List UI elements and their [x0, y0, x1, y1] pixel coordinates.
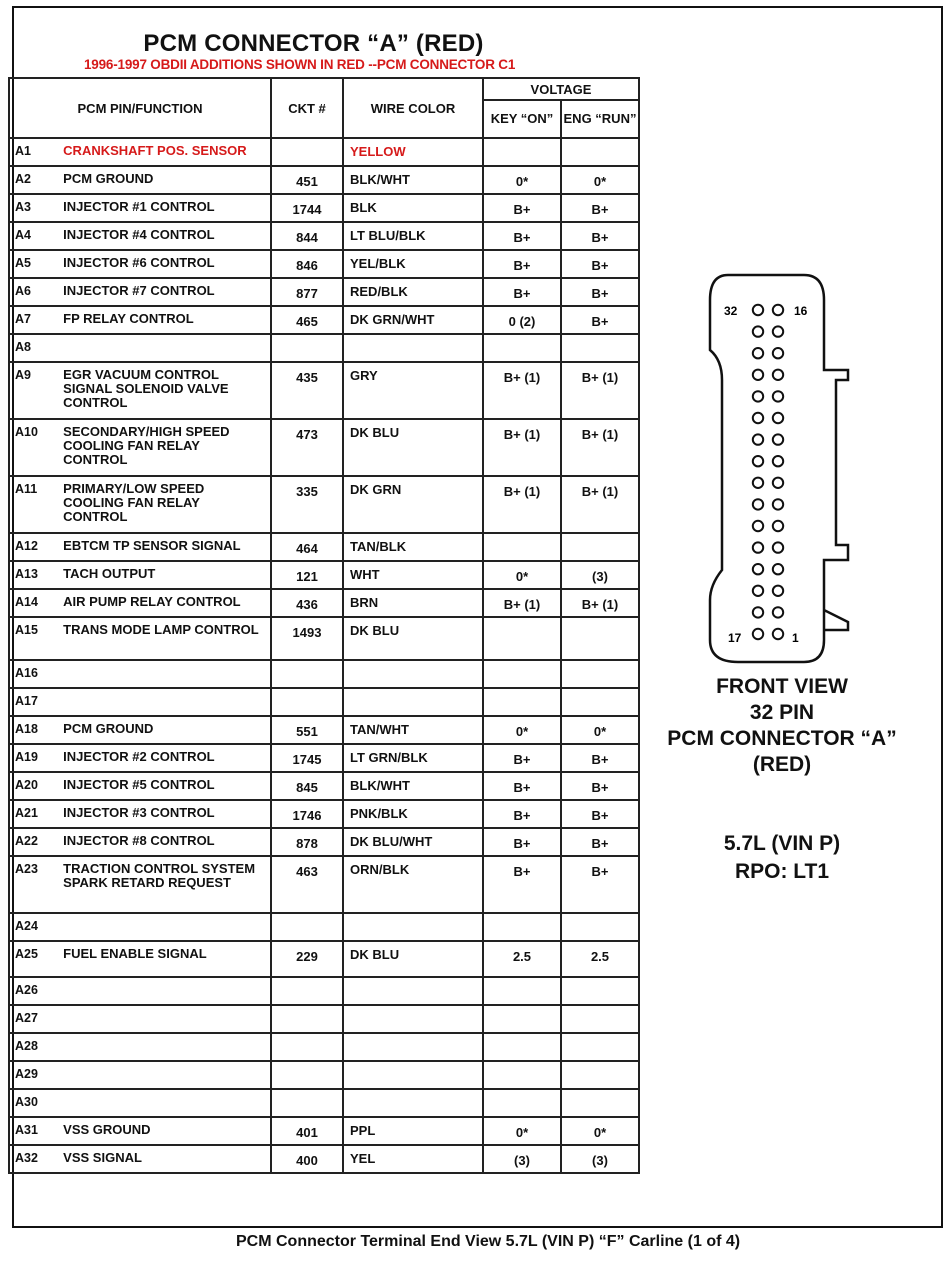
- ckt-cell: 463: [271, 856, 343, 913]
- key-on-cell: B+ (1): [483, 362, 561, 419]
- ckt-cell: 229: [271, 941, 343, 977]
- pin-label-17: 17: [728, 631, 742, 645]
- key-on-cell: B+: [483, 194, 561, 222]
- key-on-cell: 2.5: [483, 941, 561, 977]
- pin-hole: [753, 586, 763, 596]
- pin-cell: A19: [9, 744, 57, 772]
- table-row: [9, 716, 639, 744]
- pin-cell: A4: [9, 222, 57, 250]
- engine-line-1: 5.7L (VIN P): [723, 832, 841, 855]
- eng-run-cell: [561, 1089, 639, 1117]
- ckt-cell: 465: [271, 306, 343, 334]
- pin-hole: [773, 564, 783, 574]
- table-row: [9, 589, 639, 617]
- key-on-cell: [483, 688, 561, 716]
- ckt-cell: [271, 1005, 343, 1033]
- eng-run-cell: [561, 138, 639, 166]
- header-ckt: CKT #: [271, 78, 343, 138]
- wire-color-cell: BLK/WHT: [343, 166, 483, 194]
- wire-color-cell: [343, 1005, 483, 1033]
- wire-color-cell: LT BLU/BLK: [343, 222, 483, 250]
- function-cell: INJECTOR #4 CONTROL: [57, 222, 271, 250]
- ckt-cell: 846: [271, 250, 343, 278]
- wire-color-cell: PPL: [343, 1117, 483, 1145]
- table-row: [9, 362, 639, 419]
- function-cell: INJECTOR #2 CONTROL: [57, 744, 271, 772]
- engine-caption: [627, 830, 937, 886]
- function-cell: [57, 660, 271, 688]
- front-view-line-2: 32 PIN: [749, 701, 815, 724]
- function-cell: INJECTOR #8 CONTROL: [57, 828, 271, 856]
- pin-hole: [753, 478, 763, 488]
- function-cell: [57, 1061, 271, 1089]
- function-cell: PRIMARY/LOW SPEED COOLING FAN RELAY CONTROL: [57, 476, 271, 533]
- ckt-cell: [271, 138, 343, 166]
- eng-run-cell: 0*: [561, 716, 639, 744]
- wire-color-cell: [343, 660, 483, 688]
- header-eng-run: ENG “RUN”: [561, 100, 639, 138]
- ckt-cell: [271, 660, 343, 688]
- ckt-cell: [271, 1033, 343, 1061]
- header-key-on: KEY “ON”: [483, 100, 561, 138]
- table-row: [9, 617, 639, 660]
- ckt-cell: 1746: [271, 800, 343, 828]
- key-on-cell: B+: [483, 222, 561, 250]
- pin-hole: [773, 542, 783, 552]
- pin-hole: [753, 413, 763, 423]
- function-cell: CRANKSHAFT POS. SENSOR: [57, 138, 271, 166]
- key-on-cell: [483, 1061, 561, 1089]
- table-row: [9, 800, 639, 828]
- function-cell: EBTCM TP SENSOR SIGNAL: [57, 533, 271, 561]
- key-on-cell: B+: [483, 744, 561, 772]
- key-on-cell: 0 (2): [483, 306, 561, 334]
- eng-run-cell: B+: [561, 828, 639, 856]
- ckt-cell: 121: [271, 561, 343, 589]
- wire-color-cell: DK GRN: [343, 476, 483, 533]
- pin-hole: [753, 391, 763, 401]
- eng-run-cell: B+: [561, 772, 639, 800]
- key-on-cell: B+ (1): [483, 419, 561, 476]
- pin-hole: [773, 434, 783, 444]
- pin-label-16: 16: [794, 304, 808, 318]
- pin-hole: [753, 370, 763, 380]
- pin-label-32: 32: [724, 304, 738, 318]
- key-on-cell: B+ (1): [483, 589, 561, 617]
- function-cell: [57, 977, 271, 1005]
- pin-hole: [773, 629, 783, 639]
- pin-hole: [753, 499, 763, 509]
- pin-hole: [773, 521, 783, 531]
- pin-cell: A29: [9, 1061, 57, 1089]
- pin-cell: A18: [9, 716, 57, 744]
- wire-color-cell: [343, 1089, 483, 1117]
- table-row: [9, 250, 639, 278]
- eng-run-cell: B+ (1): [561, 476, 639, 533]
- key-on-cell: (3): [483, 1145, 561, 1173]
- key-on-cell: [483, 617, 561, 660]
- pin-cell: A32: [9, 1145, 57, 1173]
- pin-hole: [773, 456, 783, 466]
- eng-run-cell: 0*: [561, 1117, 639, 1145]
- eng-run-cell: B+: [561, 278, 639, 306]
- pin-cell: A31: [9, 1117, 57, 1145]
- key-on-cell: B+: [483, 828, 561, 856]
- table-row: [9, 1033, 639, 1061]
- function-cell: [57, 913, 271, 941]
- wire-color-cell: [343, 1033, 483, 1061]
- header-voltage: VOLTAGE: [483, 78, 639, 100]
- table-row: [9, 856, 639, 913]
- obd-additions-note: 1996-1997 OBDII ADDITIONS SHOWN IN RED --PCM CONNECTOR C1: [84, 57, 516, 72]
- key-on-cell: 0*: [483, 1117, 561, 1145]
- ckt-cell: [271, 1061, 343, 1089]
- table-row: [9, 138, 639, 166]
- function-cell: SECONDARY/HIGH SPEED COOLING FAN RELAY CONTROL: [57, 419, 271, 476]
- ckt-cell: 1744: [271, 194, 343, 222]
- front-view-caption: [627, 674, 937, 778]
- pin-cell: A21: [9, 800, 57, 828]
- function-cell: EGR VACUUM CONTROL SIGNAL SOLENOID VALVE CONTROL: [57, 362, 271, 419]
- table-row: [9, 306, 639, 334]
- wire-color-cell: TAN/BLK: [343, 533, 483, 561]
- table-row: [9, 166, 639, 194]
- wire-color-cell: RED/BLK: [343, 278, 483, 306]
- table-row: [9, 476, 639, 533]
- eng-run-cell: B+: [561, 744, 639, 772]
- ckt-cell: [271, 334, 343, 362]
- function-cell: AIR PUMP RELAY CONTROL: [57, 589, 271, 617]
- wire-color-cell: DK BLU: [343, 941, 483, 977]
- wire-color-cell: YELLOW: [343, 138, 483, 166]
- function-cell: TRACTION CONTROL SYSTEM SPARK RETARD REQUEST: [57, 856, 271, 913]
- ckt-cell: 464: [271, 533, 343, 561]
- eng-run-cell: B+: [561, 194, 639, 222]
- function-cell: [57, 1033, 271, 1061]
- ckt-cell: 551: [271, 716, 343, 744]
- ckt-cell: 401: [271, 1117, 343, 1145]
- wire-color-cell: WHT: [343, 561, 483, 589]
- ckt-cell: [271, 977, 343, 1005]
- ckt-cell: [271, 1089, 343, 1117]
- function-cell: TACH OUTPUT: [57, 561, 271, 589]
- eng-run-cell: B+: [561, 856, 639, 913]
- header-wire-color: WIRE COLOR: [343, 78, 483, 138]
- pin-cell: A5: [9, 250, 57, 278]
- table-row: [9, 419, 639, 476]
- table-row: [9, 533, 639, 561]
- pin-hole: [773, 499, 783, 509]
- front-view-line-3: PCM CONNECTOR “A”: [667, 727, 897, 750]
- pin-cell: A14: [9, 589, 57, 617]
- function-cell: INJECTOR #1 CONTROL: [57, 194, 271, 222]
- wire-color-cell: BRN: [343, 589, 483, 617]
- table-row: [9, 1061, 639, 1089]
- table-row: [9, 977, 639, 1005]
- pin-hole: [753, 434, 763, 444]
- wire-color-cell: [343, 688, 483, 716]
- wire-color-cell: TAN/WHT: [343, 716, 483, 744]
- pin-cell: A22: [9, 828, 57, 856]
- ckt-cell: 435: [271, 362, 343, 419]
- key-on-cell: B+: [483, 772, 561, 800]
- eng-run-cell: B+ (1): [561, 419, 639, 476]
- ckt-cell: 400: [271, 1145, 343, 1173]
- table-row: [9, 941, 639, 977]
- pin-cell: A28: [9, 1033, 57, 1061]
- function-cell: VSS GROUND: [57, 1117, 271, 1145]
- key-on-cell: [483, 913, 561, 941]
- function-cell: TRANS MODE LAMP CONTROL: [57, 617, 271, 660]
- pin-hole: [773, 607, 783, 617]
- pin-hole: [753, 521, 763, 531]
- pin-hole: [773, 478, 783, 488]
- pin-hole: [753, 326, 763, 336]
- wire-color-cell: YEL: [343, 1145, 483, 1173]
- key-on-cell: [483, 1005, 561, 1033]
- wire-color-cell: [343, 1061, 483, 1089]
- wire-color-cell: ORN/BLK: [343, 856, 483, 913]
- wire-color-cell: DK BLU: [343, 617, 483, 660]
- pin-hole: [773, 586, 783, 596]
- eng-run-cell: B+ (1): [561, 589, 639, 617]
- pin-cell: A25: [9, 941, 57, 977]
- function-cell: [57, 1005, 271, 1033]
- eng-run-cell: [561, 617, 639, 660]
- wire-color-cell: [343, 913, 483, 941]
- wire-color-cell: DK GRN/WHT: [343, 306, 483, 334]
- pin-label-1: 1: [792, 631, 799, 645]
- eng-run-cell: 2.5: [561, 941, 639, 977]
- wire-color-cell: YEL/BLK: [343, 250, 483, 278]
- page-footer: PCM Connector Terminal End View 5.7L (VIN P) “F” Carline (1 of 4): [236, 1233, 741, 1250]
- function-cell: [57, 688, 271, 716]
- table-row: [9, 913, 639, 941]
- pin-cell: A24: [9, 913, 57, 941]
- connector-outline: [710, 275, 848, 662]
- function-cell: [57, 1089, 271, 1117]
- wire-color-cell: DK BLU: [343, 419, 483, 476]
- wire-color-cell: [343, 334, 483, 362]
- pin-hole: [773, 305, 783, 315]
- pin-hole: [773, 348, 783, 358]
- eng-run-cell: [561, 977, 639, 1005]
- function-cell: [57, 334, 271, 362]
- ckt-cell: [271, 913, 343, 941]
- pin-hole: [753, 607, 763, 617]
- page-title: PCM CONNECTOR “A” (RED): [143, 30, 484, 57]
- table-row: [9, 1117, 639, 1145]
- table-row: [9, 744, 639, 772]
- pin-cell: A10: [9, 419, 57, 476]
- eng-run-cell: [561, 913, 639, 941]
- table-row: [9, 828, 639, 856]
- table-row: [9, 660, 639, 688]
- pin-hole: [753, 542, 763, 552]
- key-on-cell: [483, 1033, 561, 1061]
- pin-cell: A16: [9, 660, 57, 688]
- eng-run-cell: [561, 334, 639, 362]
- wire-color-cell: BLK: [343, 194, 483, 222]
- ckt-cell: 878: [271, 828, 343, 856]
- eng-run-cell: B+: [561, 250, 639, 278]
- wire-color-cell: DK BLU/WHT: [343, 828, 483, 856]
- pin-cell: A6: [9, 278, 57, 306]
- engine-line-2: RPO: LT1: [734, 860, 830, 883]
- pin-cell: A17: [9, 688, 57, 716]
- key-on-cell: 0*: [483, 166, 561, 194]
- key-on-cell: [483, 334, 561, 362]
- pin-cell: A23: [9, 856, 57, 913]
- table-row: [9, 561, 639, 589]
- table-row: [9, 1005, 639, 1033]
- key-on-cell: 0*: [483, 561, 561, 589]
- ckt-cell: 844: [271, 222, 343, 250]
- table-row: [9, 772, 639, 800]
- key-on-cell: [483, 977, 561, 1005]
- pin-hole: [753, 348, 763, 358]
- eng-run-cell: B+: [561, 800, 639, 828]
- function-cell: VSS SIGNAL: [57, 1145, 271, 1173]
- key-on-cell: B+ (1): [483, 476, 561, 533]
- pin-cell: A1: [9, 138, 57, 166]
- key-on-cell: [483, 660, 561, 688]
- pin-cell: A8: [9, 334, 57, 362]
- function-cell: PCM GROUND: [57, 716, 271, 744]
- function-cell: INJECTOR #6 CONTROL: [57, 250, 271, 278]
- ckt-cell: 335: [271, 476, 343, 533]
- ckt-cell: 436: [271, 589, 343, 617]
- table-row: [9, 334, 639, 362]
- connector-diagram: [698, 270, 858, 670]
- pin-hole: [753, 305, 763, 315]
- pin-cell: A11: [9, 476, 57, 533]
- ckt-cell: [271, 688, 343, 716]
- pin-cell: A20: [9, 772, 57, 800]
- wire-color-cell: LT GRN/BLK: [343, 744, 483, 772]
- table-row: [9, 1145, 639, 1173]
- front-view-line-1: FRONT VIEW: [716, 675, 848, 698]
- function-cell: INJECTOR #3 CONTROL: [57, 800, 271, 828]
- function-cell: INJECTOR #7 CONTROL: [57, 278, 271, 306]
- eng-run-cell: B+: [561, 222, 639, 250]
- pin-hole: [773, 326, 783, 336]
- pin-cell: A2: [9, 166, 57, 194]
- wire-color-cell: GRY: [343, 362, 483, 419]
- key-on-cell: B+: [483, 800, 561, 828]
- pin-cell: A26: [9, 977, 57, 1005]
- key-on-cell: B+: [483, 278, 561, 306]
- pin-cell: A7: [9, 306, 57, 334]
- wire-color-cell: [343, 977, 483, 1005]
- table-row: [9, 1089, 639, 1117]
- ckt-cell: 1493: [271, 617, 343, 660]
- table-row: [9, 688, 639, 716]
- table-row: [9, 194, 639, 222]
- function-cell: INJECTOR #5 CONTROL: [57, 772, 271, 800]
- key-on-cell: 0*: [483, 716, 561, 744]
- header-pin-function: PCM PIN/FUNCTION: [9, 78, 271, 138]
- eng-run-cell: [561, 533, 639, 561]
- front-view-line-4: (RED): [752, 753, 812, 776]
- pin-cell: A12: [9, 533, 57, 561]
- pin-cell: A15: [9, 617, 57, 660]
- key-on-cell: [483, 1089, 561, 1117]
- eng-run-cell: 0*: [561, 166, 639, 194]
- key-on-cell: [483, 138, 561, 166]
- table-row: [9, 278, 639, 306]
- ckt-cell: 845: [271, 772, 343, 800]
- pin-table: [8, 77, 640, 1174]
- pin-hole: [773, 391, 783, 401]
- function-cell: FUEL ENABLE SIGNAL: [57, 941, 271, 977]
- eng-run-cell: [561, 1033, 639, 1061]
- wire-color-cell: BLK/WHT: [343, 772, 483, 800]
- eng-run-cell: [561, 1005, 639, 1033]
- pin-hole: [753, 629, 763, 639]
- key-on-cell: B+: [483, 856, 561, 913]
- wire-color-cell: PNK/BLK: [343, 800, 483, 828]
- pin-cell: A13: [9, 561, 57, 589]
- pin-hole: [753, 456, 763, 466]
- function-cell: FP RELAY CONTROL: [57, 306, 271, 334]
- key-on-cell: [483, 533, 561, 561]
- table-row: [9, 222, 639, 250]
- ckt-cell: 451: [271, 166, 343, 194]
- function-cell: PCM GROUND: [57, 166, 271, 194]
- eng-run-cell: (3): [561, 1145, 639, 1173]
- ckt-cell: 877: [271, 278, 343, 306]
- ckt-cell: 473: [271, 419, 343, 476]
- pin-hole: [753, 564, 763, 574]
- pin-hole: [773, 413, 783, 423]
- pin-cell: A27: [9, 1005, 57, 1033]
- eng-run-cell: (3): [561, 561, 639, 589]
- pin-cell: A9: [9, 362, 57, 419]
- eng-run-cell: [561, 1061, 639, 1089]
- eng-run-cell: B+ (1): [561, 362, 639, 419]
- pin-cell: A3: [9, 194, 57, 222]
- eng-run-cell: B+: [561, 306, 639, 334]
- pin-cell: A30: [9, 1089, 57, 1117]
- pin-hole: [773, 370, 783, 380]
- ckt-cell: 1745: [271, 744, 343, 772]
- key-on-cell: B+: [483, 250, 561, 278]
